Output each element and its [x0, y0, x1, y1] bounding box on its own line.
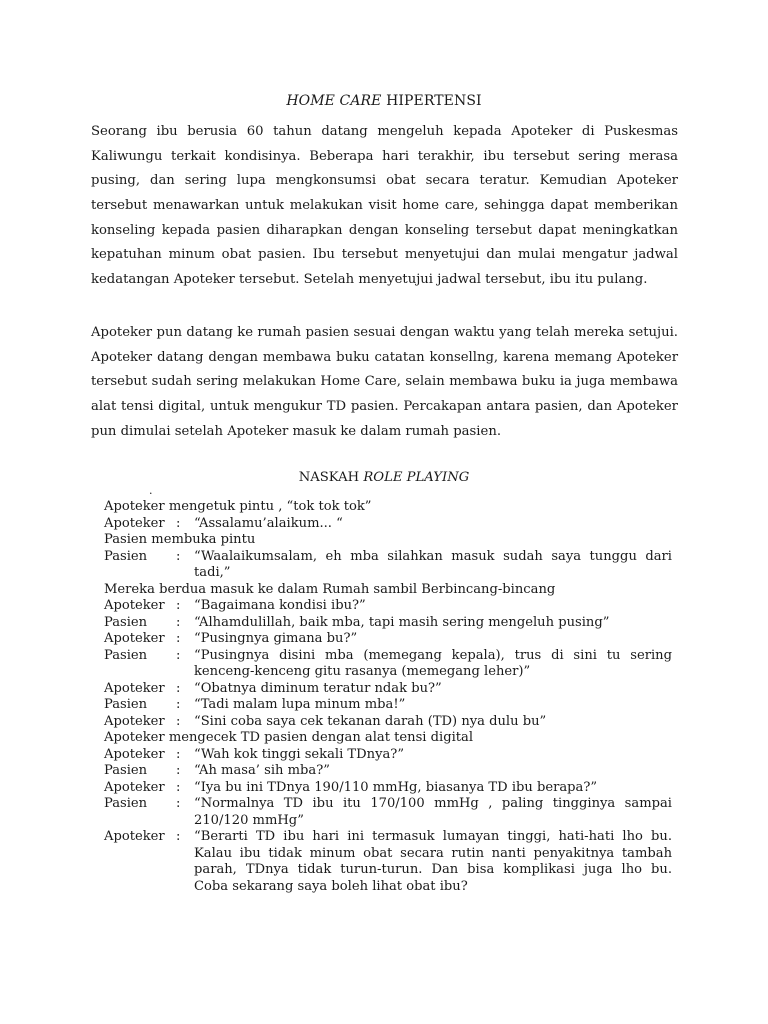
dialog-text-line: “Iya bu ini TDnya 190/110 mmHg, biasanya TD ibu berapa?” [194, 779, 598, 795]
speaker-colon: : [176, 697, 181, 712]
dialog-text-line: tadi,” [194, 565, 231, 580]
dialog-line [104, 780, 672, 797]
speaker-colon: : [176, 598, 181, 613]
speaker-name: Pasien [104, 697, 148, 712]
intro-paragraph [91, 120, 678, 293]
dialog-text-line: “Sini coba saya cek tekanan darah (TD) nya dulu bu” [194, 713, 547, 729]
stage-direction: Apoteker mengecek TD pasien dengan alat tensi digital [104, 730, 474, 745]
speaker-name: Apoteker [104, 829, 165, 844]
paragraph-line: tersebut sudah sering melakukan Home Care, selain membawa buku ia juga membawa [91, 374, 678, 390]
dialog-line [104, 516, 672, 533]
paragraph-line: konseling kepada pasien diharapkan dengan konseling tersebut dapat meningkatkan [91, 222, 678, 238]
speaker-colon: : [176, 779, 181, 795]
speaker-colon: : [176, 548, 181, 564]
page-title-emphasis: HOME CARE [286, 93, 382, 109]
dialog-text-line: “Waalaikumsalam, eh mba silahkan masuk sudah saya tunggu dari [194, 548, 672, 564]
speaker-name: Pasien [104, 763, 148, 778]
dialog-text-line: “Normalnya TD ibu itu 170/100 mmHg , paling tingginya sampai [194, 796, 672, 811]
speaker-colon: : [176, 680, 181, 696]
paragraph-line: Apoteker pun datang ke rumah pasien sesuai dengan waktu yang telah mereka setujui. [91, 325, 678, 340]
dialog-text [194, 829, 672, 895]
dialog-line [104, 631, 672, 648]
dialog-line [104, 763, 672, 780]
dialog-text [194, 516, 672, 533]
dialog-text-line: 210/120 mmHg” [194, 812, 304, 828]
dialog-text-line: “Wah kok tinggi sekali TDnya?” [194, 746, 405, 762]
dialog-line [104, 598, 672, 615]
stage-direction: Apoteker mengetuk pintu , “tok tok tok” [104, 499, 372, 514]
dialog-text [194, 549, 672, 582]
dialog-text-line: “Bagaimana kondisi ibu?” [194, 598, 366, 613]
script-title-plain: NASKAH [298, 470, 364, 485]
speaker-colon: : [176, 763, 181, 778]
dialog-line [104, 829, 672, 895]
speaker-name: Apoteker [104, 631, 165, 646]
dialog-text [194, 648, 672, 681]
speaker-name: Apoteker [104, 680, 165, 696]
speaker-name: Apoteker [104, 713, 165, 729]
script-title [0, 470, 768, 485]
speaker-colon: : [176, 515, 181, 531]
speaker-name: Apoteker [104, 746, 165, 762]
dialog-text-line: “Tadi malam lupa minum mba!” [194, 697, 406, 712]
visit-paragraph [91, 321, 678, 444]
dialog-text-line: “Assalamu’alaikum... “ [194, 515, 343, 531]
dialog-text [194, 780, 672, 797]
speaker-colon: : [176, 614, 181, 630]
page-title-rest: HIPERTENSI [381, 93, 482, 109]
paragraph-line: pusing, dan sering lupa mengkonsumsi obat secara teratur. Kemudian Apoteker [91, 173, 678, 189]
speaker-colon: : [176, 631, 181, 646]
dialog-line [104, 747, 672, 764]
dialog-line [104, 796, 672, 829]
speaker-colon: : [176, 647, 181, 663]
dialog-text [194, 615, 672, 632]
dialog-line [104, 615, 672, 632]
dialog-text [194, 681, 672, 698]
stage-direction: Pasien membuka pintu [104, 532, 256, 547]
speaker-colon: : [176, 713, 181, 729]
dialog-text-line: “Berarti TD ibu hari ini termasuk lumayan tinggi, hati-hati lho bu. [194, 829, 672, 844]
dialog-text [194, 796, 672, 829]
dialog-text [194, 631, 672, 648]
dialog-text [194, 747, 672, 764]
paragraph-line: Apoteker datang dengan membawa buku catatan konsellng, karena memang Apoteker [91, 349, 678, 365]
dialog-line [104, 714, 672, 731]
paragraph-line: Kaliwungu terkait kondisinya. Beberapa hari terakhir, ibu tersebut sering merasa [91, 148, 678, 164]
dialog-text-line: Kalau ibu tidak minum obat secara rutin nanti penyakitnya tambah [194, 845, 672, 861]
dialog-line [104, 549, 672, 582]
paragraph-line: alat tensi digital, untuk mengukur TD pasien. Percakapan antara pasien, dan Apoteker [91, 399, 678, 415]
speaker-name: Apoteker [104, 515, 165, 531]
dialog-text-line: “Alhamdulillah, baik mba, tapi masih sering mengeluh pusing” [194, 614, 610, 630]
paragraph-line: Seorang ibu berusia 60 tahun datang mengeluh kepada Apoteker di Puskesmas [91, 124, 678, 139]
dialog-line [104, 648, 672, 681]
speaker-name: Pasien [104, 614, 148, 630]
speaker-name: Pasien [104, 647, 148, 663]
dialog-script [104, 499, 672, 895]
speaker-name: Apoteker [104, 779, 165, 795]
dialog-text-line: Coba sekarang saya boleh lihat obat ibu? [194, 878, 468, 894]
stage-direction: Mereka berdua masuk ke dalam Rumah sambil Berbincang-bincang [104, 581, 556, 597]
paragraph-line: kepatuhan minum obat pasien. Ibu tersebut menyetujui dan mulai mengatur jadwal [91, 247, 678, 263]
stray-dot: . [149, 484, 153, 497]
dialog-text-line: “Pusingnya disini mba (memegang kepala), trus di sini tu sering [194, 647, 672, 663]
speaker-colon: : [176, 796, 181, 811]
speaker-name: Apoteker [104, 598, 165, 613]
script-title-emphasis: ROLE PLAYING [363, 470, 470, 485]
dialog-text-line: kenceng-kenceng gitu rasanya (memegang leher)” [194, 664, 531, 679]
speaker-name: Pasien [104, 548, 148, 564]
paragraph-line: tersebut menawarkan untuk melakukan visit home care, sehingga dapat memberikan [91, 198, 678, 214]
dialog-text [194, 763, 672, 780]
dialog-text-line: “Ah masa’ sih mba?” [194, 763, 330, 778]
page-title [0, 93, 768, 109]
speaker-colon: : [176, 829, 181, 844]
paragraph-line: pun dimulai setelah Apoteker masuk ke dalam rumah pasien. [91, 423, 502, 439]
dialog-text [194, 598, 672, 615]
dialog-line [104, 697, 672, 714]
speaker-name: Pasien [104, 796, 148, 811]
dialog-text [194, 714, 672, 731]
dialog-text-line: “Pusingnya gimana bu?” [194, 631, 358, 646]
dialog-text [194, 697, 672, 714]
speaker-colon: : [176, 746, 181, 762]
dialog-text-line: parah, TDnya tidak turun-turun. Dan bisa komplikasi juga lho bu. [194, 862, 672, 877]
dialog-text-line: “Obatnya diminum teratur ndak bu?” [194, 680, 442, 696]
dialog-line [104, 681, 672, 698]
paragraph-line: kedatangan Apoteker tersebut. Setelah menyetujui jadwal tersebut, ibu itu pulang. [91, 272, 648, 288]
